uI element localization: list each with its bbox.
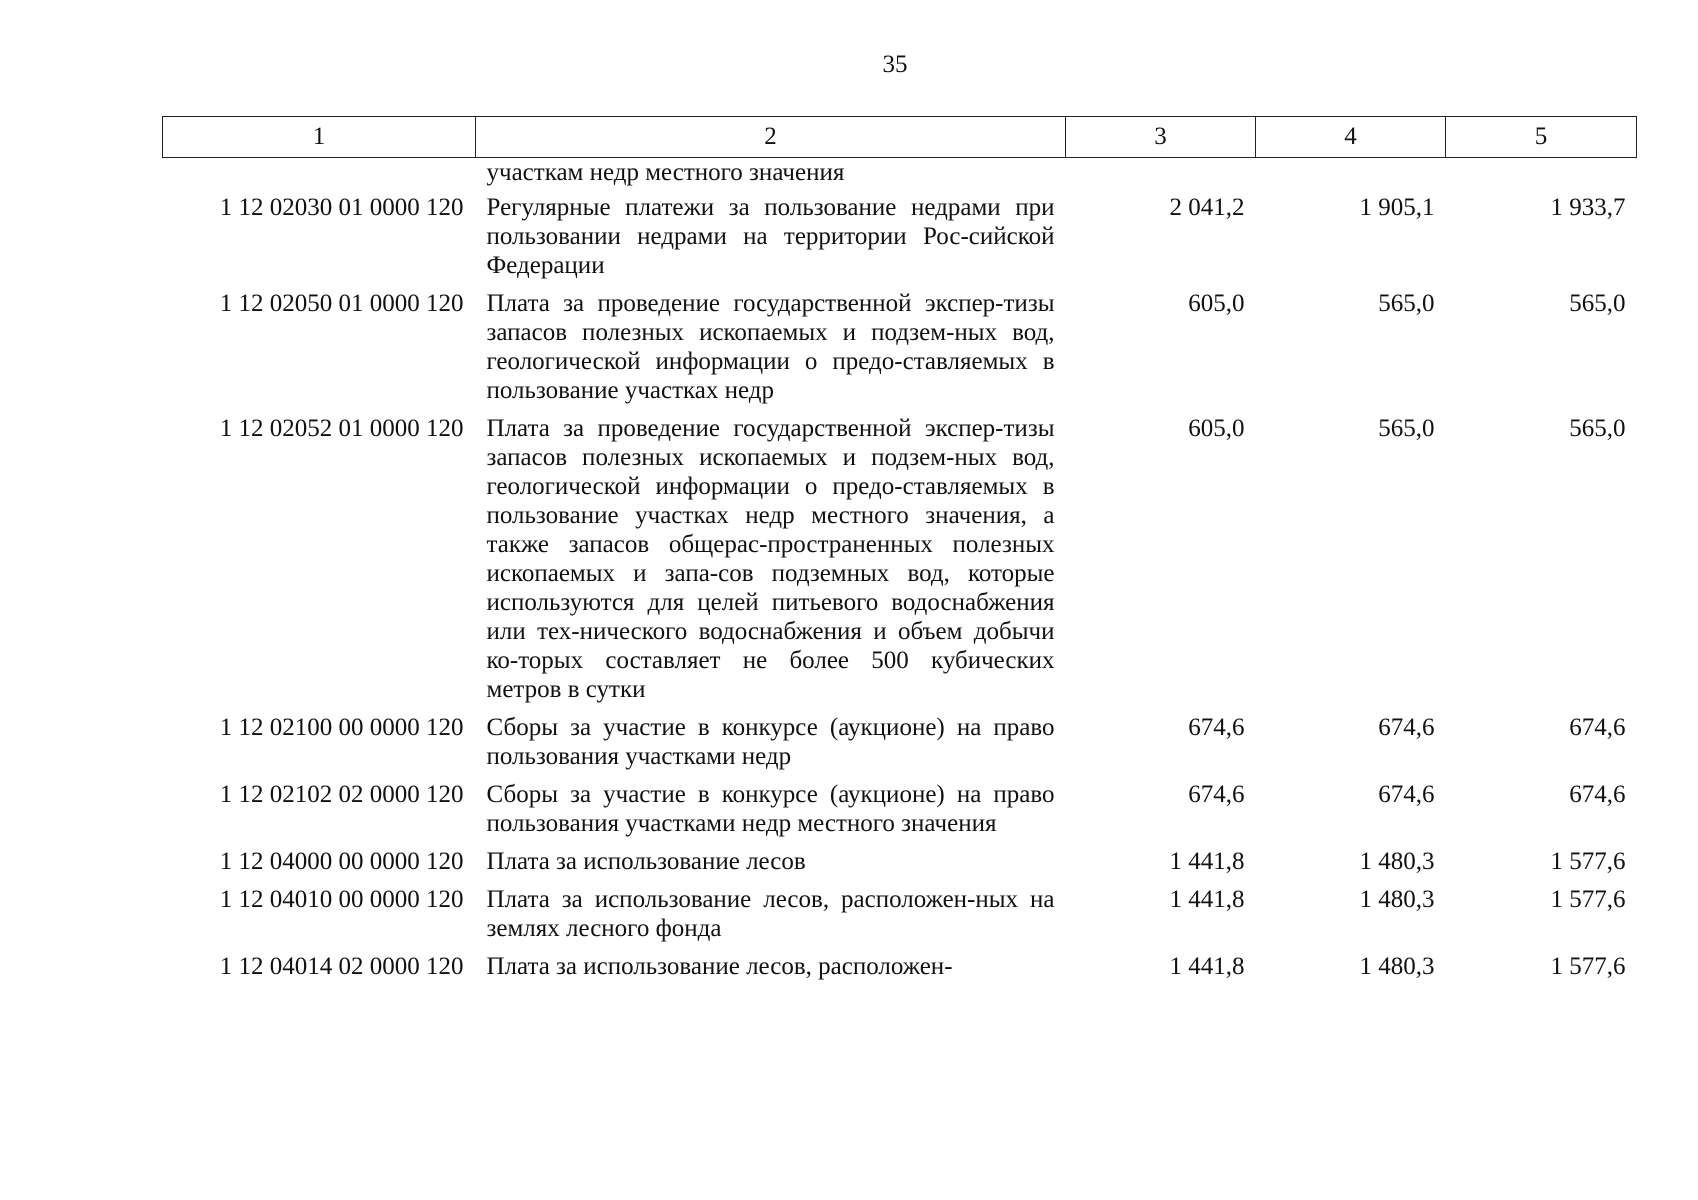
row-value-4: 565,0 [1378,415,1435,442]
row-name: Плата за использование лесов [486,848,806,875]
row-code: 1 12 02102 02 0000 120 [219,781,464,808]
row-value-4: 674,6 [1378,781,1435,808]
row-value-5: 1 577,6 [1550,848,1626,875]
row-value-3: 1 441,8 [1169,953,1245,980]
header-col-4: 4 [1256,117,1446,158]
row-value-3: 1 441,8 [1169,886,1245,913]
row-value-4: 1 480,3 [1359,886,1435,913]
row-value-5: 674,6 [1569,714,1626,741]
row-code: 1 12 02030 01 0000 120 [219,194,464,221]
table-row [163,847,1637,885]
header-col-3: 3 [1066,117,1256,158]
table-row [163,780,1637,847]
table-row [163,193,1637,289]
table-row [163,414,1637,713]
row-name: Плата за проведение государственной экспер-тизы запасов полезных ископаемых и подзем-ных вод, геологической информации о предо-ставляемых в пользование участках недр местного значения, а также запасов общерас-пространенных полезных ископаемых и запа-сов подземных вод, которые используются для целей питьевого водоснабжения или тех-нического водоснабжения и объем добычи ко-торых составляет не более 500 кубических метров в сутки [486,415,1055,703]
table-row [163,885,1637,952]
row-value-5: 1 577,6 [1550,953,1626,980]
row-value-5: 1 577,6 [1550,886,1626,913]
row-value-4: 1 480,3 [1359,848,1435,875]
row-value-5: 565,0 [1569,415,1626,442]
row-code: 1 12 02100 00 0000 120 [219,714,464,741]
row-value-5 [1446,158,1637,194]
page-number: 35 [882,51,908,78]
row-code: 1 12 04000 00 0000 120 [219,848,464,875]
continuation-row [163,158,1637,194]
row-code: 1 12 04010 00 0000 120 [219,886,464,913]
row-value-3: 605,0 [1188,290,1245,317]
header-col-2: 2 [476,117,1066,158]
row-value-5: 565,0 [1569,290,1626,317]
row-name: Плата за использование лесов, расположен- [486,953,953,980]
row-code [163,158,476,194]
table-row [163,289,1637,414]
table-row [163,952,1637,990]
row-value-3: 674,6 [1188,714,1245,741]
row-name: Плата за использование лесов, расположен-ных на землях лесного фонда [486,886,1055,942]
row-value-3 [1066,158,1256,194]
row-value-5: 674,6 [1569,781,1626,808]
budget-table [162,116,1637,990]
row-value-3: 605,0 [1188,415,1245,442]
header-col-1: 1 [163,117,476,158]
row-name: Сборы за участие в конкурсе (аукционе) на право пользования участками недр [486,714,1055,770]
row-name: участкам недр местного значения [486,159,845,186]
row-code: 1 12 04014 02 0000 120 [219,953,464,980]
header-col-5: 5 [1446,117,1637,158]
row-value-4: 565,0 [1378,290,1435,317]
row-value-3: 2 041,2 [1169,194,1245,221]
row-value-4 [1256,158,1446,194]
row-name: Плата за проведение государственной экспер-тизы запасов полезных ископаемых и подзем-ных вод, геологической информации о предо-ставляемых в пользование участках недр [486,290,1055,404]
row-code: 1 12 02052 01 0000 120 [219,415,464,442]
row-value-4: 1 480,3 [1359,953,1435,980]
table-header [163,117,1637,158]
row-value-4: 1 905,1 [1359,194,1435,221]
row-value-5: 1 933,7 [1550,194,1626,221]
row-value-3: 674,6 [1188,781,1245,808]
header-row [163,117,1637,158]
row-code: 1 12 02050 01 0000 120 [219,290,464,317]
row-name: Сборы за участие в конкурсе (аукционе) на право пользования участками недр местного значения [486,781,1055,837]
row-name: Регулярные платежи за пользование недрами при пользовании недрами на территории Рос-сийской Федерации [486,194,1055,279]
table-row [163,713,1637,780]
row-value-4: 674,6 [1378,714,1435,741]
row-value-3: 1 441,8 [1169,848,1245,875]
table-body [163,158,1637,991]
